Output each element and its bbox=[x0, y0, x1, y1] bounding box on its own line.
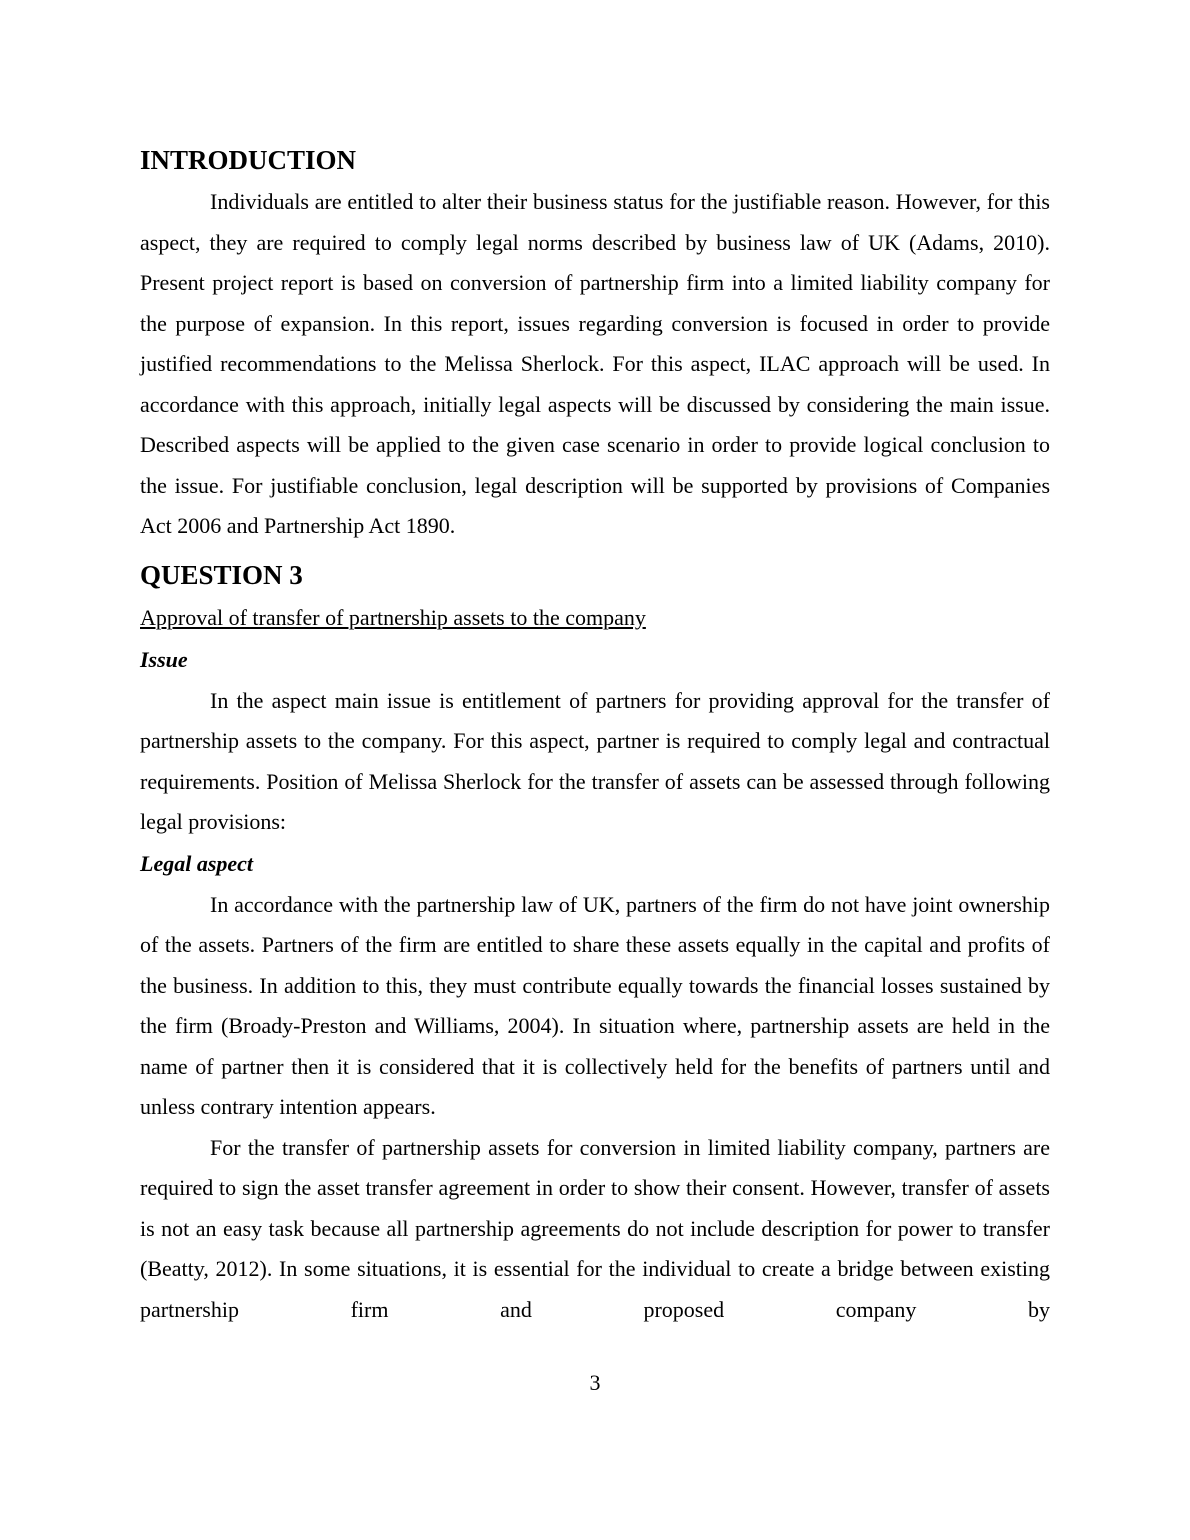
label-legal-aspect: Legal aspect bbox=[140, 850, 254, 876]
label-issue: Issue bbox=[140, 646, 188, 672]
paragraph-legal-aspect-1: In accordance with the partnership law of UK, partners of the firm do not have joint ownership of the assets. Partners of the firm are entitled to share these assets equally in the capital and profits of the business. In addition to this, they must contribute equally towards the financial losses sustained by the firm (Broady-Preston and Williams, 2004). In situation where, partnership assets are held in the name of partner then it is considered that it is collectively held for the benefits of partners until and unless contrary intention appears. bbox=[140, 891, 1050, 1119]
section-heading-question-3: QUESTION 3 bbox=[140, 559, 303, 590]
page-number: 3 bbox=[589, 1370, 601, 1395]
paragraph-legal-aspect-2: For the transfer of partnership assets for conversion in limited liability company, partners are required to sign the asset transfer agreement in order to show their consent. However, transfer of assets is not an easy task because all partnership agreements do not include description for power to transfer (Beatty, 2012). In some situations, it is essential for the individual to create a bridge between existing partnership firm and proposed company by bbox=[140, 1134, 1050, 1322]
subheading-approval-of-transfer: Approval of transfer of partnership assets to the company bbox=[140, 604, 646, 630]
paragraph-introduction: Individuals are entitled to alter their business status for the justifiable reason. However, for this aspect, they are required to comply legal norms described by business law of UK (Adams, 2010). Present project report is based on conversion of partnership firm into a limited liability company for the purpose of expansion. In this report, issues regarding conversion is focused in order to provide justified recommendations to the Melissa Sherlock. For this aspect, ILAC approach will be used. In accordance with this approach, initially legal aspects will be discussed by considering the main issue. Described aspects will be applied to the given case scenario in order to provide logical conclusion to the issue. For justifiable conclusion, legal description will be supported by provisions of Companies Act 2006 and Partnership Act 1890. bbox=[140, 189, 1050, 538]
paragraph-issue: In the aspect main issue is entitlement of partners for providing approval for the transfer of partnership assets to the company. For this aspect, partner is required to comply legal and contractual requirements. Position of Melissa Sherlock for the transfer of assets can be assessed through following legal provisions: bbox=[140, 687, 1050, 834]
section-heading-introduction: INTRODUCTION bbox=[140, 145, 357, 175]
